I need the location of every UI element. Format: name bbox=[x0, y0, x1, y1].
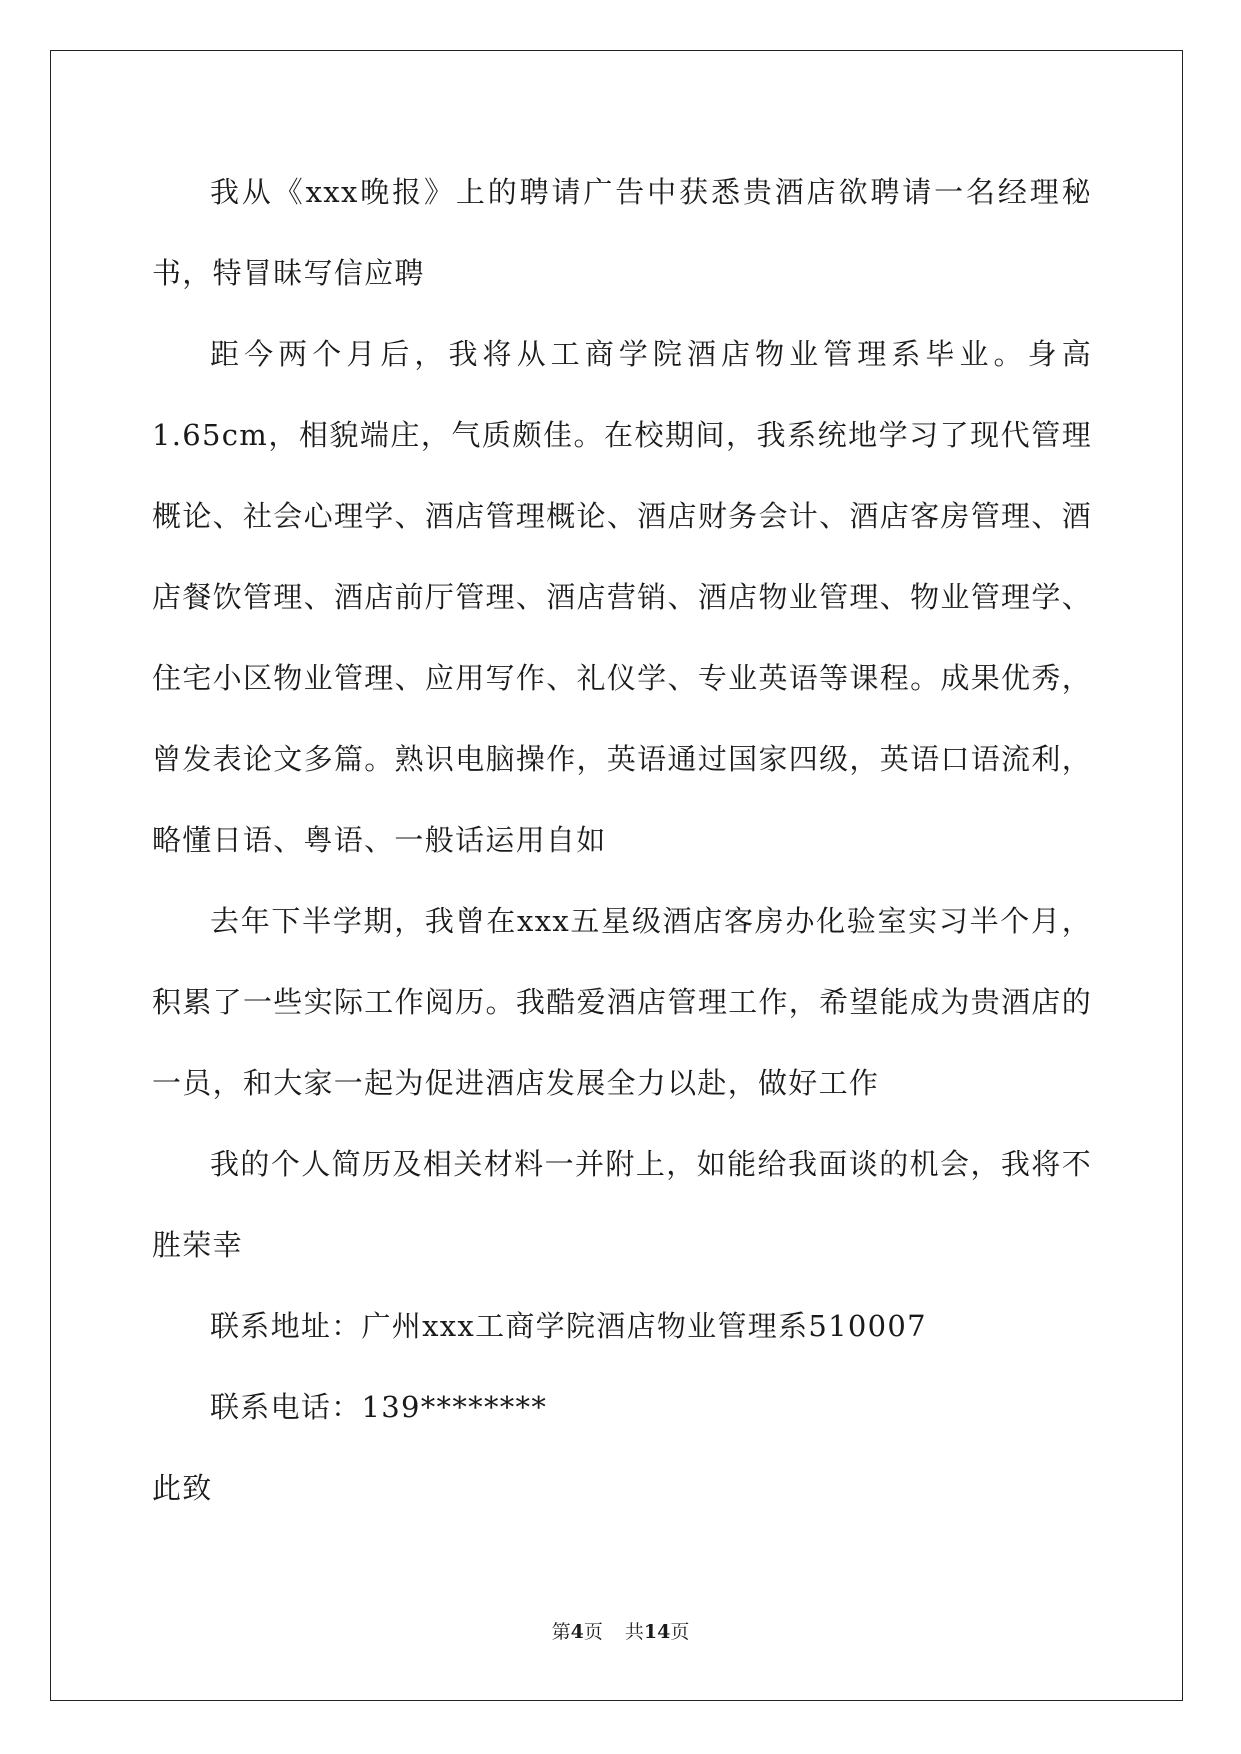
footer-total-pages: 14 bbox=[643, 1621, 671, 1643]
contact-phone: 联系电话：139******** bbox=[210, 1390, 548, 1424]
paragraph-attachment: 我的个人简历及相关材料一并附上，如能给我面谈的机会，我将不胜荣幸 bbox=[152, 1147, 1092, 1262]
paragraph-education: 距今两个月后，我将从工商学院酒店物业管理系毕业。身高1.65cm，相貌端庄，气质颇佳。在校期间，我系统地学习了现代管理概论、社会心理学、酒店管理概论、酒店财务会计、酒店客房管理、酒店餐饮管理、酒店前厅管理、酒店营销、酒店物业管理、物业管理学、住宅小区物业管理、应用写作、礼仪学、专业英语等课程。成果优秀，曾发表论文多篇。熟识电脑操作，英语通过国家四级，英语口语流利，略懂日语、粤语、一般话运用自如 bbox=[152, 337, 1092, 857]
footer-page-unit: 页 bbox=[583, 1621, 603, 1643]
paragraph-intro: 我从《xxx晚报》上的聘请广告中获悉贵酒店欲聘请一名经理秘书，特冒昧写信应聘 bbox=[152, 175, 1092, 290]
closing-salutation: 此致 bbox=[152, 1471, 213, 1505]
footer-total-unit: 页 bbox=[670, 1621, 690, 1643]
paragraph-experience: 去年下半学期，我曾在xxx五星级酒店客房办化验室实习半个月，积累了一些实际工作阅历。我酷爱酒店管理工作，希望能成为贵酒店的一员，和大家一起为促进酒店发展全力以赴，做好工作 bbox=[152, 904, 1092, 1100]
page-footer bbox=[0, 1617, 1241, 1644]
letter-body bbox=[152, 152, 1092, 1529]
footer-current-page: 4 bbox=[570, 1621, 584, 1643]
footer-prefix: 第 bbox=[551, 1621, 571, 1643]
footer-total-prefix: 共 bbox=[624, 1621, 644, 1643]
contact-address: 联系地址：广州xxx工商学院酒店物业管理系510007 bbox=[210, 1309, 927, 1343]
